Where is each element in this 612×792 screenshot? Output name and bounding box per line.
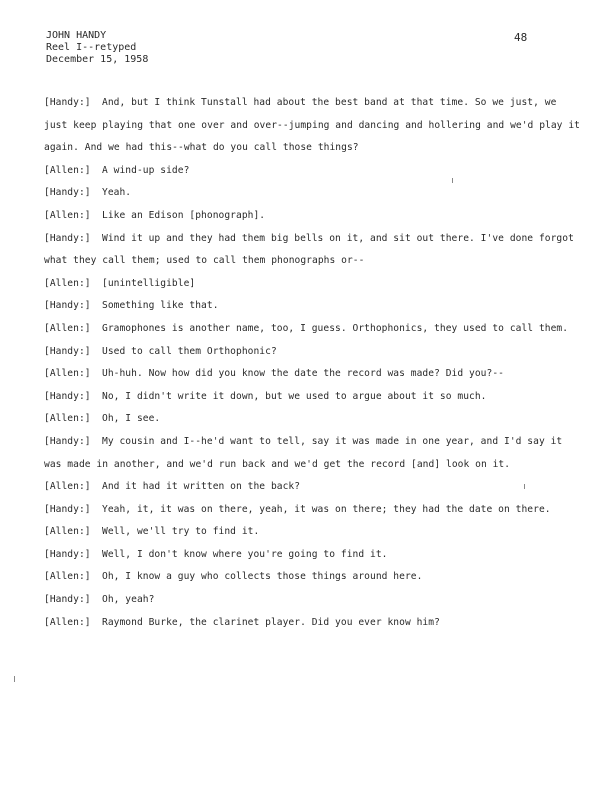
speaker-label: [Allen:] bbox=[44, 571, 91, 583]
speech-text: Uh-huh. Now how did you know the date the record was made? Did you?-- bbox=[102, 368, 504, 380]
speaker-label: [Allen:] bbox=[44, 164, 91, 176]
transcript-turn bbox=[44, 612, 584, 635]
speaker-label: [Handy:] bbox=[44, 187, 91, 199]
speech-text: Gramophones is another name, too, I guess. Orthophonics, they used to call them. bbox=[102, 322, 569, 334]
document-header bbox=[46, 30, 148, 66]
transcript-turn bbox=[44, 566, 584, 589]
speaker-label: [Allen:] bbox=[44, 368, 91, 380]
speech-text: Something like that. bbox=[102, 300, 219, 312]
transcript-turn bbox=[44, 92, 584, 160]
transcript-turn bbox=[44, 499, 584, 522]
speech-text: My cousin and I--he'd want to tell, say it was made in one year, and I'd say it was made in another, and we'd run back and we'd get the record [and] look on it. bbox=[44, 435, 563, 470]
speech-text: Like an Edison [phonograph]. bbox=[102, 209, 266, 221]
transcript-turn bbox=[44, 182, 584, 205]
speech-text: And it had it written on the back? bbox=[102, 481, 301, 493]
speaker-label: [Allen:] bbox=[44, 322, 91, 334]
transcript-turn bbox=[44, 521, 584, 544]
speech-text: And, but I think Tunstall had about the best band at that time. So we just, we just keep playing that one over and over--jumping and dancing and hollering and we'd play it again. And we had this--what do you call those things? bbox=[44, 97, 580, 154]
speaker-label: [Allen:] bbox=[44, 277, 91, 289]
transcript-turn bbox=[44, 341, 584, 364]
transcript-turn bbox=[44, 386, 584, 409]
speech-text: [unintelligible] bbox=[102, 277, 196, 289]
speech-text: Well, we'll try to find it. bbox=[102, 526, 260, 538]
speaker-label: [Allen:] bbox=[44, 209, 91, 221]
transcript-body bbox=[44, 92, 584, 634]
speech-text: Oh, yeah? bbox=[102, 594, 155, 606]
page-number: 48 bbox=[514, 31, 528, 44]
interviewee-name: JOHN HANDY bbox=[46, 30, 107, 41]
transcript-turn bbox=[44, 318, 584, 341]
speaker-label: [Handy:] bbox=[44, 435, 91, 447]
scan-artifact bbox=[452, 178, 453, 183]
speech-text: Well, I don't know where you're going to find it. bbox=[102, 548, 388, 560]
speaker-label: [Handy:] bbox=[44, 503, 91, 515]
speaker-label: [Allen:] bbox=[44, 481, 91, 493]
speaker-label: [Handy:] bbox=[44, 390, 91, 402]
speaker-label: [Allen:] bbox=[44, 616, 91, 628]
speaker-label: [Handy:] bbox=[44, 345, 91, 357]
interview-date: December 15, 1958 bbox=[46, 54, 149, 65]
speech-text: Yeah, it, it was on there, yeah, it was on there; they had the date on there. bbox=[102, 503, 551, 515]
reel-label: Reel I--retyped bbox=[46, 42, 137, 53]
transcript-turn bbox=[44, 160, 584, 183]
transcript-turn bbox=[44, 273, 584, 296]
speech-text: Used to call them Orthophonic? bbox=[102, 345, 277, 357]
speaker-label: [Handy:] bbox=[44, 232, 91, 244]
speech-text: No, I didn't write it down, but we used to argue about it so much. bbox=[102, 390, 487, 402]
transcript-turn bbox=[44, 544, 584, 567]
speech-text: Yeah. bbox=[102, 187, 132, 199]
speaker-label: [Handy:] bbox=[44, 97, 91, 108]
transcript-turn bbox=[44, 408, 584, 431]
scan-artifact bbox=[14, 676, 15, 682]
speech-text: A wind-up side? bbox=[102, 164, 190, 176]
transcript-turn bbox=[44, 295, 584, 318]
transcript-turn bbox=[44, 363, 584, 386]
transcript-turn bbox=[44, 589, 584, 612]
speaker-label: [Allen:] bbox=[44, 413, 91, 425]
transcript-turn bbox=[44, 228, 584, 273]
speech-text: Raymond Burke, the clarinet player. Did you ever know him? bbox=[102, 616, 440, 628]
transcript-turn bbox=[44, 431, 584, 476]
speaker-label: [Handy:] bbox=[44, 300, 91, 312]
speech-text: Oh, I know a guy who collects those things around here. bbox=[102, 571, 423, 583]
speech-text: Oh, I see. bbox=[102, 413, 161, 425]
transcript-turn bbox=[44, 476, 584, 499]
speaker-label: [Allen:] bbox=[44, 526, 91, 538]
speaker-label: [Handy:] bbox=[44, 548, 91, 560]
speech-text: Wind it up and they had them big bells on it, and sit out there. I've done forgot what they call them; used to call them phonographs or-- bbox=[44, 232, 574, 267]
scan-artifact bbox=[524, 484, 525, 489]
speaker-label: [Handy:] bbox=[44, 594, 91, 606]
transcript-turn bbox=[44, 205, 584, 228]
